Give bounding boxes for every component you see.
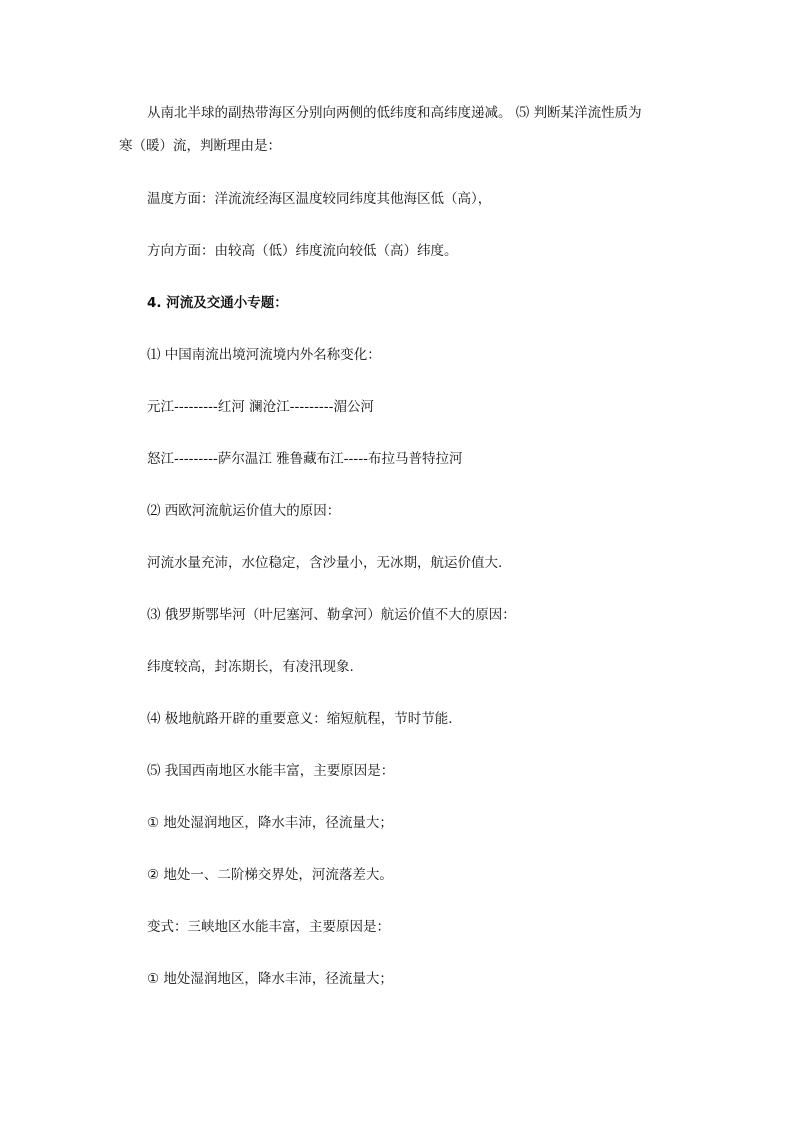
paragraph-line: 寒（暖）流，判断理由是： [119,138,281,154]
numbered-reason: ① 地处湿润地区，降水丰沛，径流量大； [147,815,393,831]
river-name-line: 元江---------红河 澜沧江---------湄公河 [147,399,374,415]
river-name-line: 怒江---------萨尔温江 雅鲁藏布江-----布拉马普特拉河 [147,451,463,467]
numbered-reason: ① 地处湿润地区，降水丰沛，径流量大； [147,971,393,987]
direction-reason-line: 方向方面：由较高（低）纬度流向较低（高）纬度。 [147,243,458,259]
temperature-reason-line: 温度方面：洋流流经海区温度较同纬度其他海区低（高）， [147,191,492,207]
answer-line: 纬度较高，封冻期长，有凌汛现象. [147,659,354,675]
list-item: ⑷ 极地航路开辟的重要意义：缩短航程，节时节能. [147,711,453,727]
section-heading: 4. 河流及交通小专题： [147,295,288,311]
variant-question: 变式：三峡地区水能丰富，主要原因是： [147,919,390,935]
answer-line: 河流水量充沛，水位稳定，含沙量小，无冰期，航运价值大. [147,555,503,571]
list-item: ⑴ 中国南流出境河流境内外名称变化： [147,347,381,363]
numbered-reason: ② 地处一、二阶梯交界处，河流落差大。 [147,867,393,883]
list-item: ⑶ 俄罗斯鄂毕河（叶尼塞河、勒拿河）航运价值不大的原因： [147,607,516,623]
list-item: ⑵ 西欧河流航运价值大的原因： [147,503,341,519]
paragraph-line: 从南北半球的副热带海区分别向两侧的低纬度和高纬度递减。 ⑸ 判断某洋流性质为 [147,105,642,121]
list-item: ⑸ 我国西南地区水能丰富，主要原因是： [147,763,395,779]
